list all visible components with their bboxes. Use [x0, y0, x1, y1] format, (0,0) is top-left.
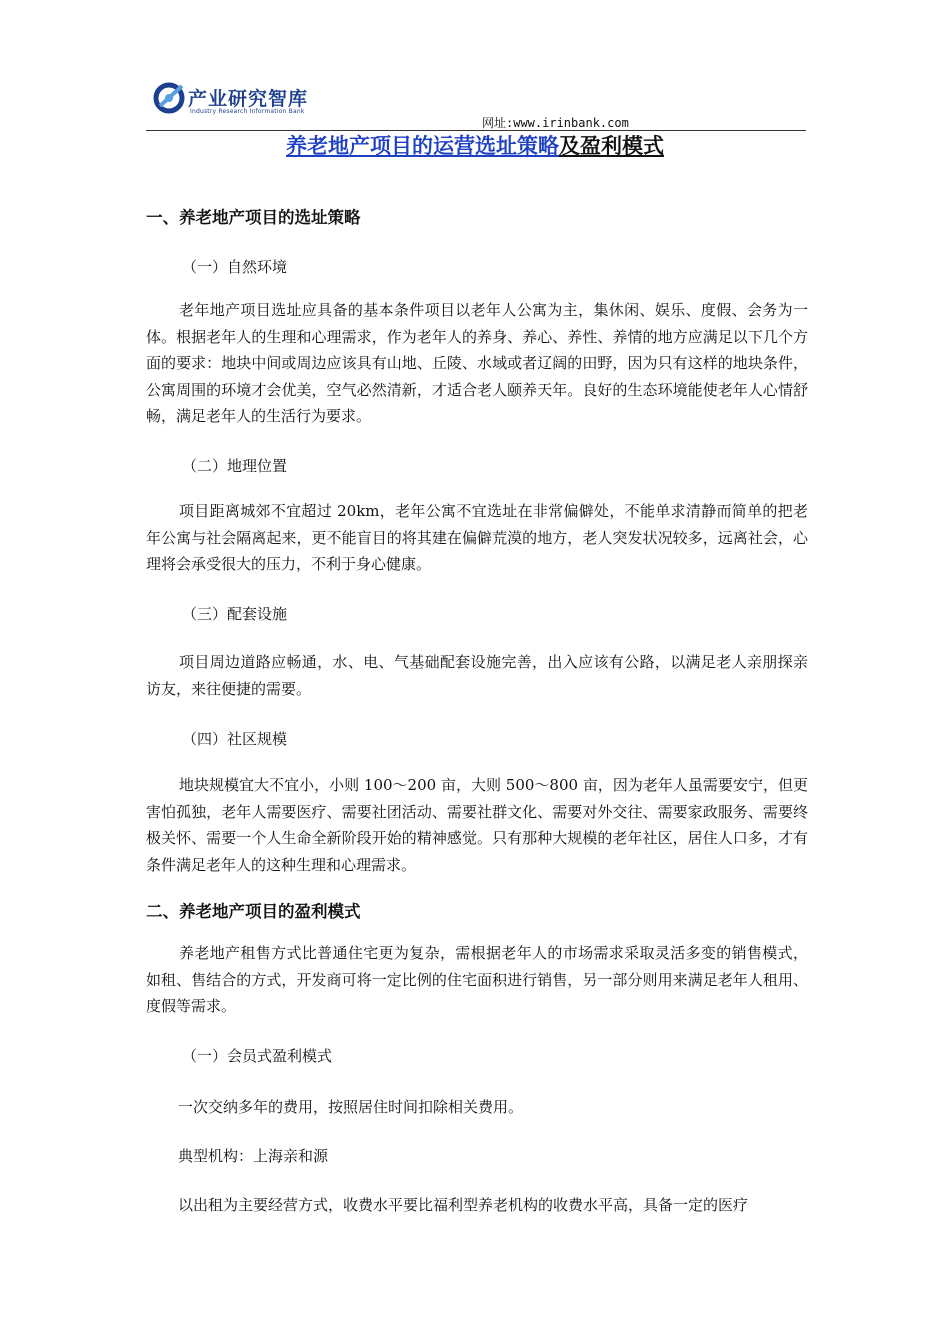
company-logo [152, 78, 322, 122]
paragraph-community-scale: 地块规模宜大不宜小，小则 100～200 亩，大则 500～800 亩，因为老年人虽需要安宁，但更害怕孤独，老年人需要医疗、需要社团活动、需要社群文化、需要对外交往、需要家政服务、需要终极关怀、需要一个人生命全新阶段开始的精神感觉。只有那种大规模的老年社区，居住人口多，才有条件满足老年人的这种生理和心理需求。 [146, 776, 808, 874]
section-heading-1: 一、养老地产项目的选址策略 [146, 208, 361, 227]
subheading-location: （二）地理位置 [182, 457, 288, 475]
subheading-membership-model: （一）会员式盈利模式 [182, 1047, 333, 1065]
document-title [0, 131, 950, 161]
subheading-natural-environment: （一）自然环境 [182, 258, 288, 276]
website-url: 网址:www.irinbank.com [482, 116, 629, 130]
text-line-payment: 一次交纳多年的费用，按照居住时间扣除相关费用。 [178, 1098, 524, 1116]
text-line-typical-institution: 典型机构：上海亲和源 [178, 1147, 329, 1165]
logo-text: 产业研究智库 [188, 88, 309, 110]
paragraph-location: 项目距离城郊不宜超过 20km，老年公寓不宜选址在非常偏僻处，不能单求清静而简单的把老年公寓与社会隔离起来，更不能盲目的将其建在偏僻荒漠的地方，老人突发状况较多，远离社会，心理将会承受很大的压力，不利于身心健康。 [146, 502, 808, 573]
paragraph-facilities: 项目周边道路应畅通，水、电、气基础配套设施完善，出入应该有公路，以满足老人亲朋探亲访友，来往便捷的需要。 [146, 653, 808, 698]
title-link[interactable]: 养老地产项目的运营选址策略 [286, 133, 559, 158]
subheading-community-scale: （四）社区规模 [182, 730, 288, 748]
subheading-facilities: （三）配套设施 [182, 605, 288, 623]
logo-emblem-icon [152, 78, 190, 118]
paragraph-profit-overview: 养老地产租售方式比普通住宅更为复杂，需根据老年人的市场需求采取灵活多变的销售模式，如租、售结合的方式，开发商可将一定比例的住宅面积进行销售，另一部分则用来满足老年人租用、度假等需求。 [146, 944, 808, 1015]
section-heading-2: 二、养老地产项目的盈利模式 [146, 902, 361, 921]
paragraph-natural-environment: 老年地产项目选址应具备的基本条件项目以老年人公寓为主，集休闲、娱乐、度假、会务为一体。根据老年人的生理和心理需求，作为老年人的养身、养心、养性、养情的地方应满足以下几个方面的要求：地块中间或周边应该具有山地、丘陵、水域或者辽阔的田野，因为只有这样的地块条件，公寓周围的环境才会优美，空气必然清新，才适合老人颐养天年。良好的生态环境能使老年人心情舒畅，满足老年人的生活行为要求。 [146, 301, 808, 425]
title-suffix: 及盈利模式 [559, 133, 664, 158]
logo-subtext: Industry Research Information Bank [190, 108, 305, 115]
text-line-rental-mode: 以出租为主要经营方式，收费水平要比福利型养老机构的收费水平高，具备一定的医疗 [178, 1196, 749, 1214]
